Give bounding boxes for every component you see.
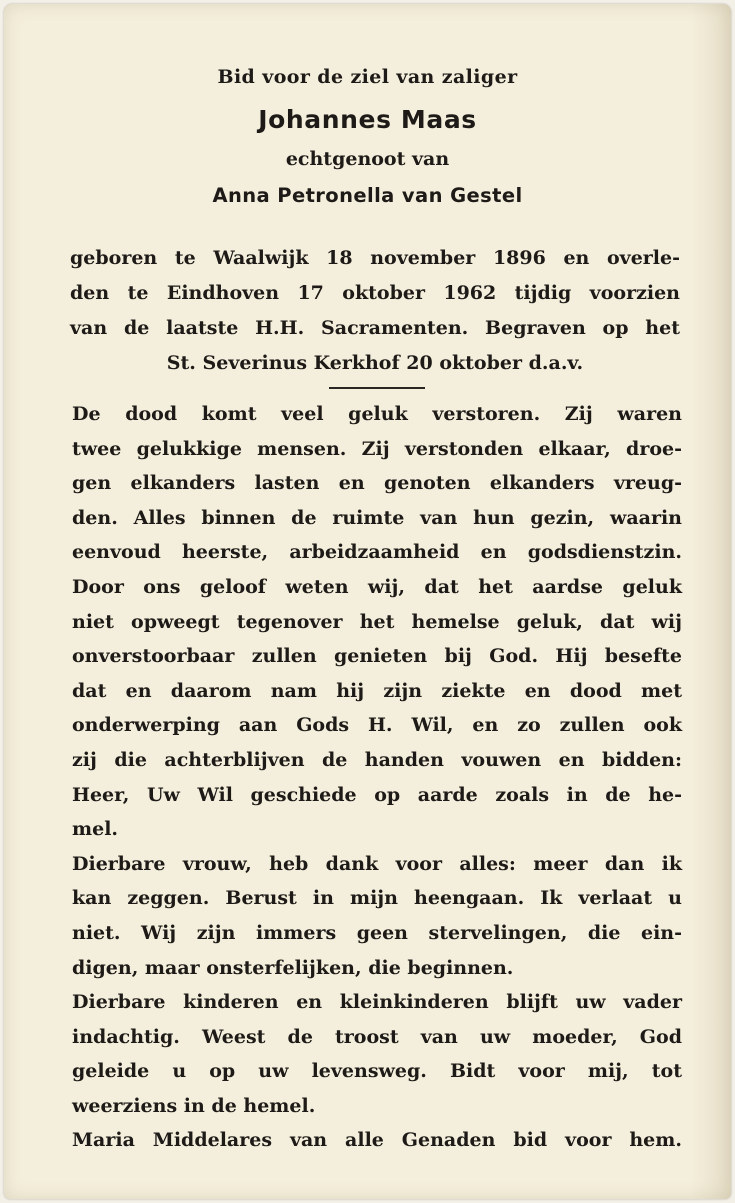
text-line: Dierbare vrouw, heb dank voor alles: meer dan ik <box>72 852 682 875</box>
memorial-text <box>72 397 682 1158</box>
text-line: twee gelukkige mensen. Zij verstonden elkaar, droe- <box>72 437 682 460</box>
text-line: Dierbare kinderen en kleinkinderen blijft uw vader <box>72 991 682 1014</box>
text-line: dat en daarom nam hij zijn ziekte en dood met <box>72 679 682 702</box>
section-divider <box>329 387 425 389</box>
text-line: eenvoud heerste, arbeidzaamheid en godsdienstzin. <box>72 541 682 564</box>
text-line: indachtig. Weest de troost van uw moeder, God <box>72 1025 682 1048</box>
bio-line: van de laatste H.H. Sacramenten. Begraven op het <box>70 317 680 339</box>
card-header <box>4 62 731 212</box>
text-line: De dood komt veel geluk verstoren. Zij waren <box>72 403 682 425</box>
text-line: mel. <box>72 818 119 841</box>
text-line: den. Alles binnen de ruimte van hun gezin, waarin <box>72 506 682 529</box>
text-line: kan zeggen. Berust in mijn heengaan. Ik verlaat u <box>72 887 682 910</box>
intro-line: Bid voor de ziel van zaliger <box>217 66 518 88</box>
text-line: Maria Middelares van alle Genaden bid voor hem. <box>72 1129 682 1152</box>
text-line: digen, maar onsterfelijken, die beginnen. <box>72 956 514 979</box>
text-line: niet. Wij zijn immers geen stervelingen, die ein- <box>72 921 682 944</box>
biography-paragraph <box>70 241 680 381</box>
text-line: Heer, Uw Wil geschiede op aarde zoals in de he- <box>72 783 682 806</box>
bio-line: geboren te Waalwijk 18 november 1896 en overle- <box>70 247 680 269</box>
text-line: onderwerping aan Gods H. Wil, en zo zullen ook <box>72 714 682 737</box>
text-line: Door ons geloof weten wij, dat het aardse geluk <box>72 575 682 598</box>
spouse-name: Anna Petronella van Gestel <box>212 184 523 207</box>
deceased-name: Johannes Maas <box>258 105 477 134</box>
text-line: zij die achterblijven de handen vouwen en bidden: <box>72 748 682 771</box>
text-line: geleide u op uw levensweg. Bidt voor mij, tot <box>72 1060 682 1083</box>
text-line: onverstoorbaar zullen genieten bij God. Hij besefte <box>72 645 682 668</box>
bio-line: den te Eindhoven 17 oktober 1962 tijdig voorzien <box>70 282 680 304</box>
text-line: niet opweegt tegenover het hemelse geluk, dat wij <box>72 610 682 633</box>
bio-line: St. Severinus Kerkhof 20 oktober d.a.v. <box>166 352 584 374</box>
memorial-card <box>4 4 731 1199</box>
text-line: gen elkanders lasten en genoten elkanders vreug- <box>72 472 682 495</box>
text-line: weerziens in de hemel. <box>72 1094 316 1117</box>
spouse-intro-line: echtgenoot van <box>285 148 450 170</box>
